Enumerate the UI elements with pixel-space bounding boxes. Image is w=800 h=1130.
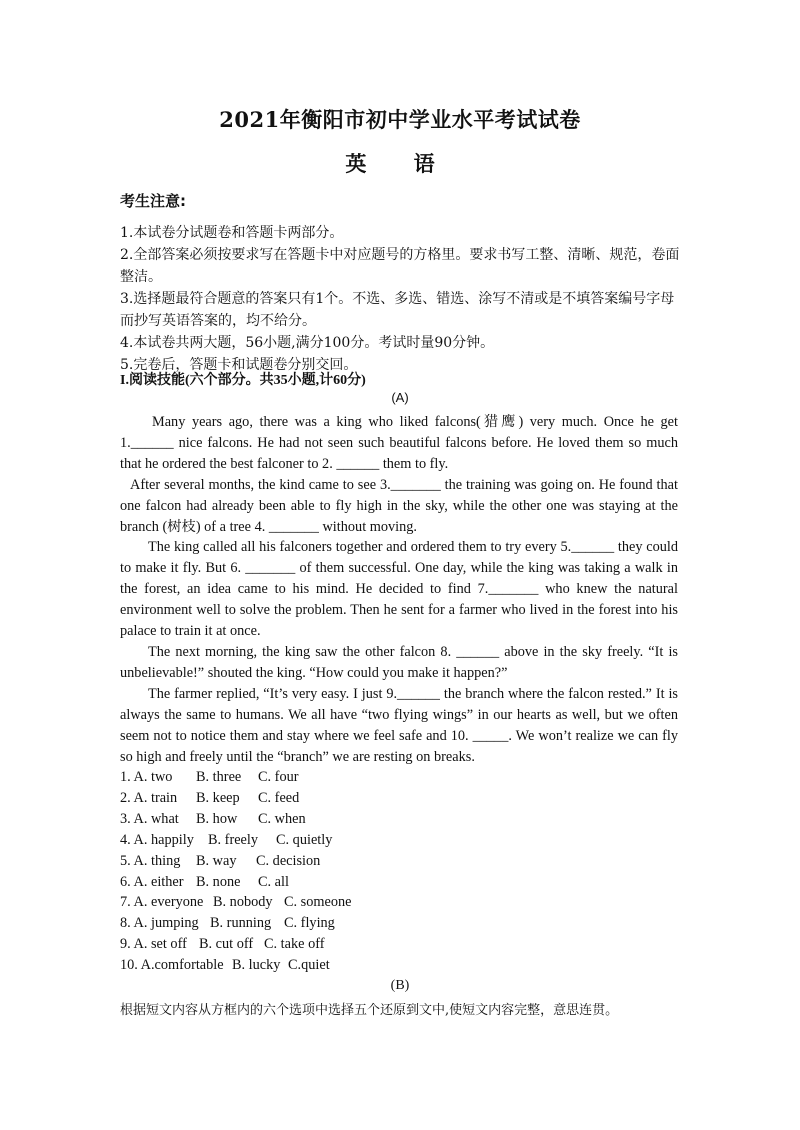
passage-paragraph: The next morning, the king saw the other falcon 8. ______ above in the sky freely. “It is unbelievable!” shouted the king. “How could you make it happen?” bbox=[120, 643, 678, 681]
option-b: B. keep bbox=[196, 789, 240, 806]
notice-item: 5.完卷后，答题卡和试题卷分别交回。 bbox=[120, 357, 358, 373]
option-a: 10. A.comfortable bbox=[120, 957, 224, 974]
part-b-label: (B) bbox=[390, 978, 410, 993]
option-b: B. none bbox=[196, 873, 241, 890]
option-row bbox=[120, 892, 352, 913]
option-b: B. three bbox=[196, 769, 242, 785]
notice-list bbox=[120, 222, 680, 376]
option-row bbox=[120, 872, 352, 893]
option-c: C. take off bbox=[264, 936, 325, 953]
option-c: C. quietly bbox=[276, 831, 333, 848]
option-a: 5. A. thing bbox=[120, 852, 181, 869]
answer-options bbox=[120, 767, 352, 976]
notice-heading: 考生注意: bbox=[120, 192, 186, 210]
subject-title: 英 语 bbox=[345, 151, 455, 176]
passage-paragraph: The farmer replied, “It’s very easy. I just 9.______ the branch where the falcon rested.” It is always the same to humans. We all have “two flying wings” in our hearts as well, but we often seem not to notice them and stay where we feel safe and 10. _____. We won’t realize we can fly so high and freely until the “branch” we are resting on breaks. bbox=[120, 685, 678, 765]
option-a: 4. A. happily bbox=[120, 831, 194, 848]
option-b: B. running bbox=[210, 915, 272, 932]
notice-item: 1.本试卷分试题卷和答题卡两部分。 bbox=[120, 225, 344, 241]
option-row bbox=[120, 851, 352, 872]
option-b: B. way bbox=[196, 852, 237, 869]
option-c: C. when bbox=[258, 810, 306, 827]
part-b-instruction: 根据短文内容从方框内的六个选项中选择五个还原到文中,使短文内容完整，意思连贯。 bbox=[120, 1003, 619, 1018]
option-a: 7. A. everyone bbox=[120, 894, 204, 911]
passage-paragraph: After several months, the kind came to see 3._______ the training was going on. He found that one falcon had already been able to fly high in the sky, while the other one was staying at the branch (树枝) of a tree 4. _______ without moving. bbox=[120, 476, 678, 535]
option-b: B. freely bbox=[208, 831, 259, 848]
passage-paragraph: Many years ago, there was a king who liked falcons(猎鹰) very much. Once he get 1.______ nice falcons. He had not seen such beautiful falcons before. He loved them so much that he ordered the best falconer to 2. ______ them to fly. bbox=[120, 414, 678, 472]
option-c: C. four bbox=[258, 769, 299, 785]
option-c: C. feed bbox=[258, 789, 300, 806]
option-b: B. how bbox=[196, 810, 238, 827]
passage-paragraph: The king called all his falconers together and ordered them to try every 5.______ they could to make it fly. But 6. _______ of them successful. One day, while the king was taking a walk in the forest, an idea came to his mind. He decided to find 7._______ who knew the natural environment well to solve the problem. Then he sent for a farmer who lived in the forest into his palace to train it at once. bbox=[120, 539, 678, 640]
option-a: 6. A. either bbox=[120, 873, 184, 890]
reading-passage bbox=[120, 412, 678, 767]
option-row bbox=[120, 934, 352, 955]
section-heading: I.阅读技能(六个部分。共35小题,计60分) bbox=[120, 373, 366, 388]
option-b: B. lucky bbox=[232, 957, 281, 974]
notice-item: 2.全部答案必须按要求写在答题卡中对应题号的方格里。要求书写工整、清晰、规范，卷面整洁。 bbox=[120, 247, 680, 285]
option-c: C. all bbox=[258, 873, 289, 890]
option-a: 1. A. two bbox=[120, 769, 173, 785]
exam-title: 2021年衡阳市初中学业水平考试试卷 bbox=[219, 107, 581, 132]
option-row bbox=[120, 830, 352, 851]
option-a: 8. A. jumping bbox=[120, 915, 199, 932]
option-a: 9. A. set off bbox=[120, 936, 187, 953]
option-row bbox=[120, 809, 352, 830]
option-c: C. decision bbox=[256, 852, 321, 869]
part-a-label: (A) bbox=[391, 390, 409, 405]
option-row bbox=[120, 913, 352, 934]
option-c: C. someone bbox=[284, 894, 352, 911]
option-c: C.quiet bbox=[288, 957, 330, 974]
option-a: 2. A. train bbox=[120, 789, 178, 806]
option-row bbox=[120, 788, 352, 809]
option-row bbox=[120, 767, 352, 788]
notice-item: 4.本试卷共两大题，56小题,满分100分。考试时量90分钟。 bbox=[120, 335, 495, 351]
option-b: B. cut off bbox=[199, 936, 254, 953]
option-a: 3. A. what bbox=[120, 810, 179, 827]
option-row bbox=[120, 955, 352, 976]
notice-item: 3.选择题最符合题意的答案只有1个。不选、多选、错选、涂写不清或是不填答案编号字母而抄写英语答案的，均不给分。 bbox=[120, 291, 675, 329]
option-b: B. nobody bbox=[213, 894, 273, 911]
option-c: C. flying bbox=[284, 915, 335, 932]
